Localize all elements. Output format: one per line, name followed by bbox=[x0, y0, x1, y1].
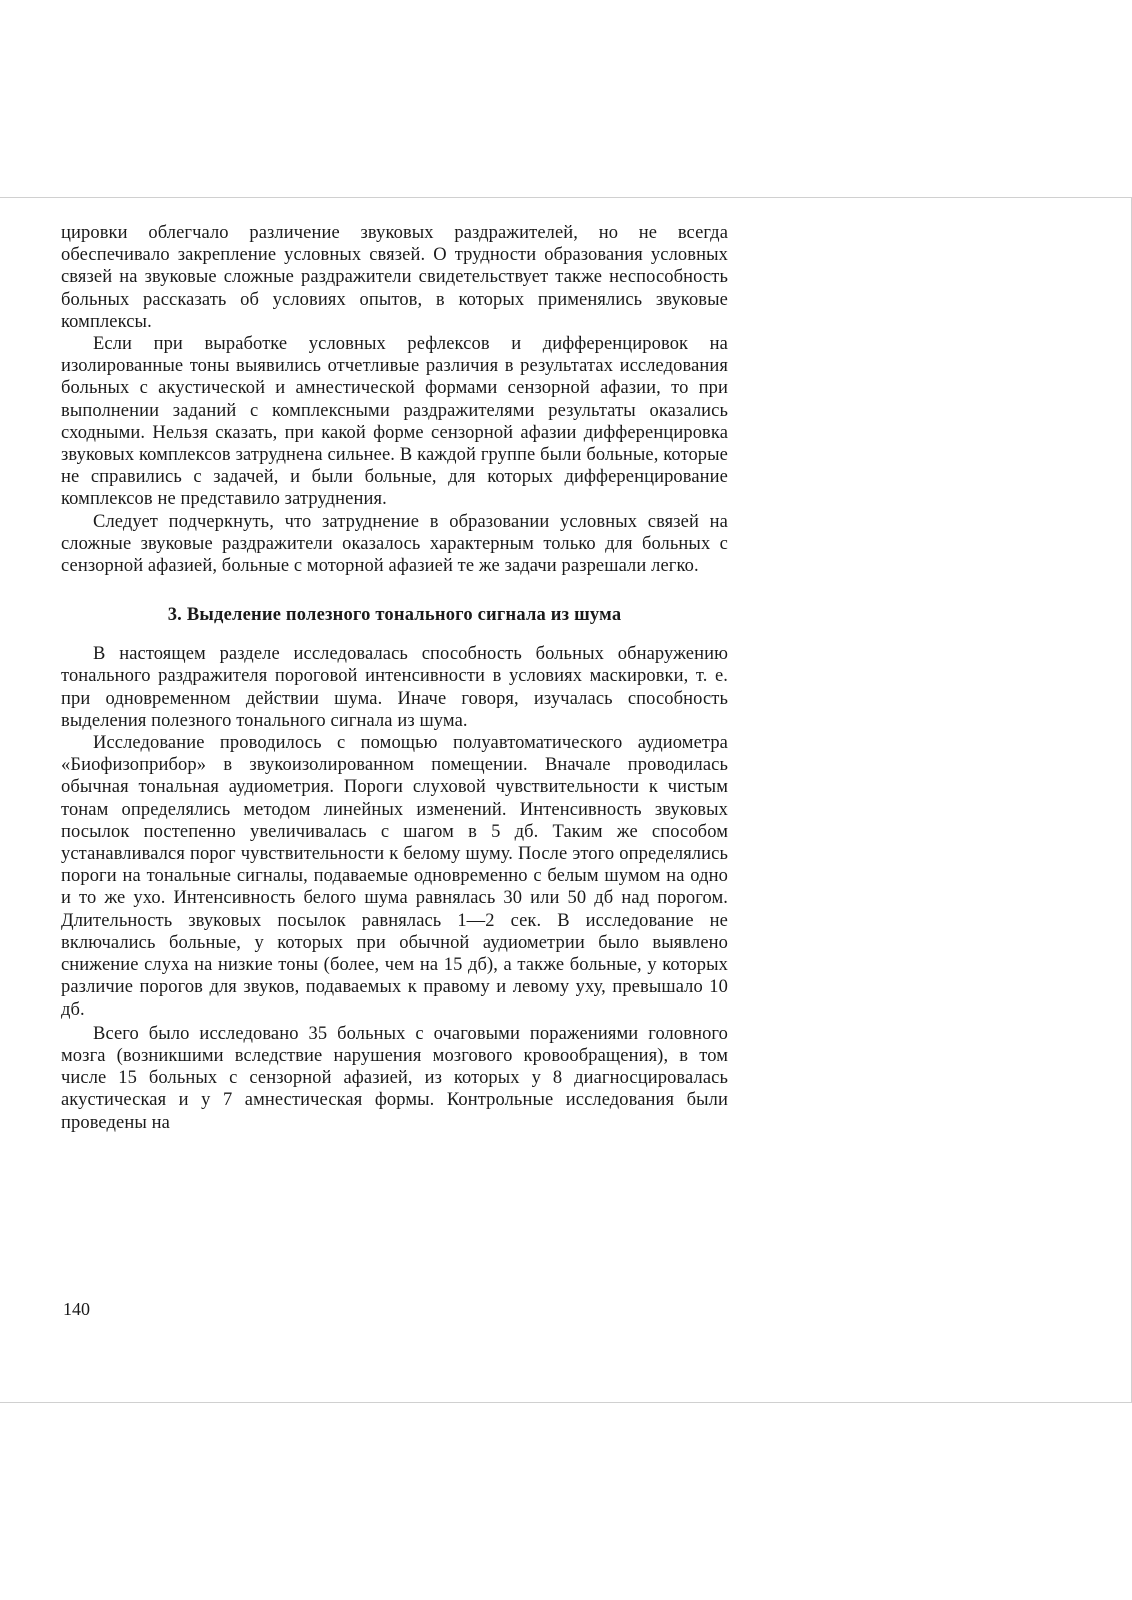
paragraph: Исследование проводилось с помощью полуавтоматического аудиометра «Биофизоприбор» в звукоизолированном помещении. Вначале проводилась обычная тональная аудиометрия. Пороги слуховой чувствительности к чистым тонам определялись методом линейных изменений. Интенсивность звуковых посылок постепенно увеличивалась с шагом в 5 дб. Таким же способом устанавливался порог чувствительности к белому шуму. После этого определялись пороги на тональные сигналы, подаваемые одновременно с белым шумом на одно и то же ухо. Интенсивность белого шума равнялась 30 или 50 дб над порогом. Длительность звуковых посылок равнялась 1—2 сек. В исследование не включались больные, у которых при обычной аудиометрии было выявлено снижение слуха на низкие тоны (более, чем на 15 дб), а также больные, у которых различие порогов для звуков, подаваемых к правому и левому уху, превышало 10 дб. bbox=[61, 733, 728, 1020]
paragraph: Всего было исследовано 35 больных с очаговыми поражениями головного мозга (возникшими вследствие нарушения мозгового кровообращения), в том числе 15 больных с сензорной афазией, из которых у 8 диагносцировалась акустическая и у 7 амнестическая формы. Контрольные исследования были проведены на bbox=[61, 1023, 728, 1133]
paragraph: Следует подчеркнуть, что затруднение в образовании условных связей на сложные звуковые раздражители оказалось характерным только для больных с сензорной афазией, больные с моторной афазией те же задачи разрешали легко. bbox=[61, 511, 728, 577]
book-page bbox=[61, 222, 728, 1134]
section-heading: 3. Выделение полезного тонального сигнала из шума bbox=[167, 605, 622, 626]
scan-top-border bbox=[0, 197, 1132, 198]
paragraph: В настоящем разделе исследовалась способность больных обнаружению тонального раздражителя пороговой интенсивности в условиях маскировки, т. е. при одновременном действии шума. Иначе говоря, изучалась способность выделения полезного тонального сигнала из шума. bbox=[61, 644, 728, 731]
scan-bottom-border bbox=[0, 1402, 1132, 1403]
paragraph: Если при выработке условных рефлексов и дифференцировок на изолированные тоны выявились отчетливые различия в результатах исследования больных с акустической и амнестической формами сензорной афазии, то при выполнении заданий с комплексными раздражителями результаты оказались сходными. Нельзя сказать, при какой форме сензорной афазии дифференцировка звуковых комплексов затруднена сильнее. В каждой группе были больные, которые не справились с задачей, и были больные, для которых дифференцирование комплексов не представило затруднения. bbox=[61, 334, 728, 510]
page-number: 140 bbox=[63, 1299, 90, 1319]
paragraph-continued: цировки облегчало различение звуковых раздражителей, но не всегда обеспечивало закрепление условных связей. О трудности образования условных связей на звуковые сложные раздражители свидетельствует также неспособность больных рассказать об условиях опытов, в которых применялись звуковые комплексы. bbox=[61, 223, 728, 332]
